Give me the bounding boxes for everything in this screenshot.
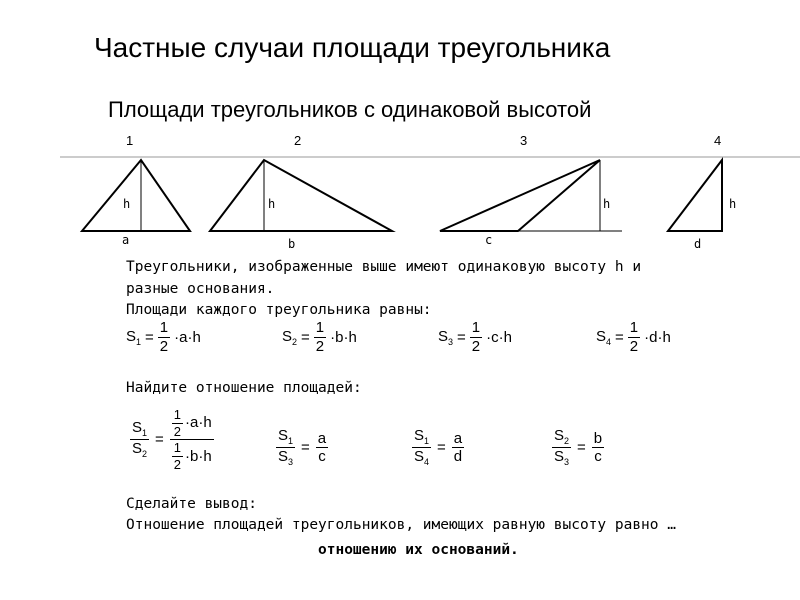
base-label-4: d (694, 237, 702, 251)
height-label-1: h (123, 197, 131, 211)
page-title: Частные случаи площади треугольника (94, 32, 611, 63)
conclusion-text: Отношение площадей треугольников, имеющих равную высоту равно … (126, 517, 676, 533)
triangle-4 (668, 160, 722, 231)
area-formula-3: $S_3$ = $\frac{1}{2}$ ·c·h (438, 319, 512, 355)
text-line-2: разные основания. (126, 281, 275, 297)
text-line-1: Треугольники, изображенные выше имеют одинаковую высоту h и (126, 259, 642, 275)
ratio-1: $\frac{S_1}{S_2}$ = $\frac{1}{2}$ ·a·h $\frac{1}{2}$ ·b·h (132, 407, 212, 472)
height-label-2: h (268, 197, 276, 211)
base-label-3: c (485, 233, 493, 247)
triangle-1 (82, 160, 190, 231)
base-label-1: a (122, 233, 130, 247)
area-formula-1: $S_1$ = $\frac{1}{2}$ ·a·h (126, 319, 201, 355)
figure-number-2: 2 (294, 133, 302, 148)
height-label-4: h (729, 197, 737, 211)
ratio-4: $\frac{S_2}{S_3}$ = $\frac{b}{c}$ (554, 427, 603, 468)
height-label-3: h (603, 197, 611, 211)
figure-number-3: 3 (520, 133, 528, 148)
ratio-2: $\frac{S_1}{S_3}$ = $\frac{a}{c}$ (278, 427, 327, 468)
page-subtitle: Площади треугольников с одинаковой высотой (108, 97, 592, 122)
area-formula-2: $S_2$ = $\frac{1}{2}$ ·b·h (282, 319, 357, 355)
conclusion-label: Сделайте вывод: (126, 496, 257, 512)
conclusion-answer: отношению их оснований. (318, 542, 519, 558)
figure-number-1: 1 (126, 133, 134, 148)
triangle-3 (440, 160, 600, 231)
text-line-3: Площади каждого треугольника равны: (126, 302, 432, 318)
area-formula-4: $S_4$ = $\frac{1}{2}$ ·d·h (596, 319, 671, 355)
find-ratio-text: Найдите отношение площадей: (126, 380, 362, 396)
figure-number-4: 4 (714, 133, 722, 148)
triangle-2 (210, 160, 392, 231)
base-label-2: b (288, 237, 296, 251)
ratio-3: $\frac{S_1}{S_4}$ = $\frac{a}{d}$ (414, 427, 463, 468)
